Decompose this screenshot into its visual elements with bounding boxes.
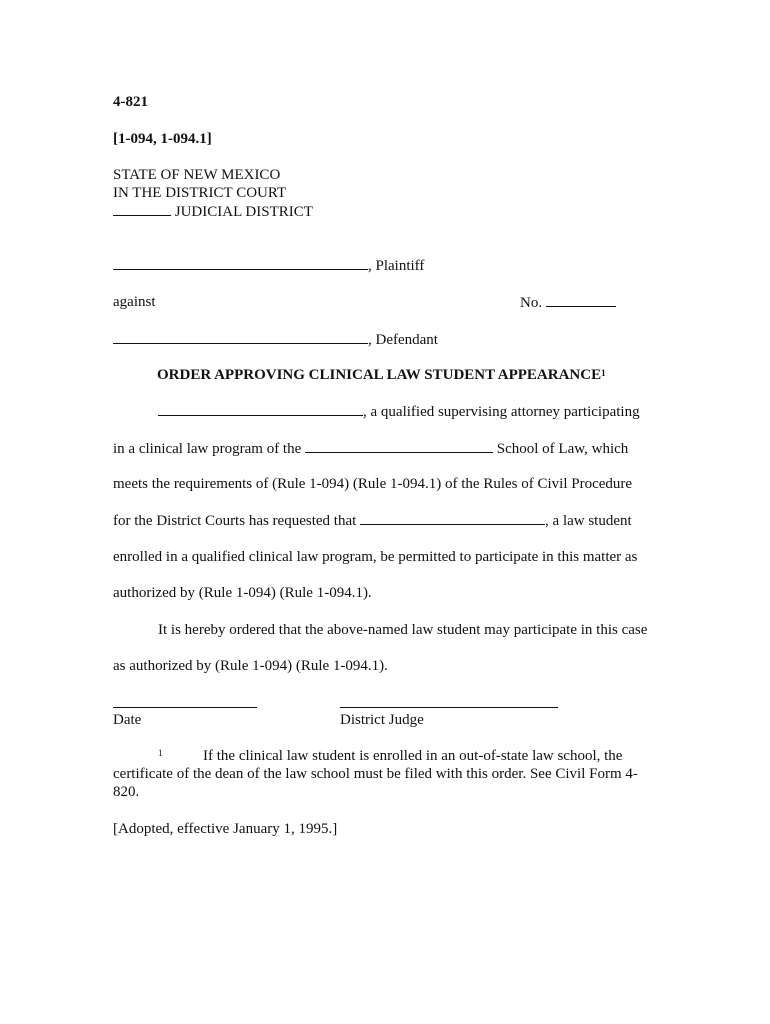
order-line-2: as authorized by (Rule 1-094) (Rule 1-094.1). [113,658,388,674]
court-state: STATE OF NEW MEXICO [113,167,281,183]
defendant-label: , Defendant [368,332,438,348]
body-line-4 [113,511,632,530]
body-text: , a law student [545,513,632,529]
title-footnote-mark: 1 [601,368,606,378]
plaintiff-blank[interactable] [113,256,368,270]
footnote-line-1: If the clinical law student is enrolled in an out-of-state law school, the [203,748,623,764]
date-label: Date [113,712,142,728]
title-text: ORDER APPROVING CLINICAL LAW STUDENT APPEARANCE [157,367,602,383]
against-label: against [113,294,156,310]
law-student-blank[interactable] [360,511,545,525]
case-number-blank[interactable] [546,293,616,307]
case-number-label: No. [520,295,543,311]
judicial-district-label: JUDICIAL DISTRICT [174,204,313,220]
defendant-blank[interactable] [113,330,368,344]
judicial-district-line [113,202,313,221]
adopted-note: [Adopted, effective January 1, 1995.] [113,821,338,837]
footnote-line-3: 820. [113,784,140,800]
body-line-5: enrolled in a qualified clinical law program, be permitted to participate in this matter as [113,549,638,565]
court-name: IN THE DISTRICT COURT [113,185,287,201]
form-number: 4-821 [113,94,148,110]
body-text: for the District Courts has requested that [113,513,357,529]
footnote-mark: 1 [158,748,163,758]
body-text: School of Law, which [496,441,629,457]
body-text: , a qualified supervising attorney participating [363,404,640,420]
plaintiff-label: , Plaintiff [368,258,425,274]
district-judge-label: District Judge [340,712,424,728]
body-line-2 [113,439,628,458]
district-blank[interactable] [113,202,171,216]
attorney-blank[interactable] [158,402,363,416]
order-line-1: It is hereby ordered that the above-named law student may participate in this case [158,622,648,638]
body-line-6: authorized by (Rule 1-094) (Rule 1-094.1). [113,585,372,601]
body-text: in a clinical law program of the [113,441,302,457]
footnote-line-2: certificate of the dean of the law school must be filed with this order. See Civil Form 4- [113,766,638,782]
defendant-line [113,330,438,349]
judge-signature-line[interactable] [340,706,558,708]
body-line-1 [158,402,640,421]
rule-references: [1-094, 1-094.1] [113,131,212,147]
plaintiff-line [113,256,424,275]
body-line-3: meets the requirements of (Rule 1-094) (Rule 1-094.1) of the Rules of Civil Procedure [113,476,633,492]
date-signature-line[interactable] [113,706,257,708]
document-title [157,366,606,384]
case-number-line [520,293,616,312]
school-blank[interactable] [305,439,493,453]
